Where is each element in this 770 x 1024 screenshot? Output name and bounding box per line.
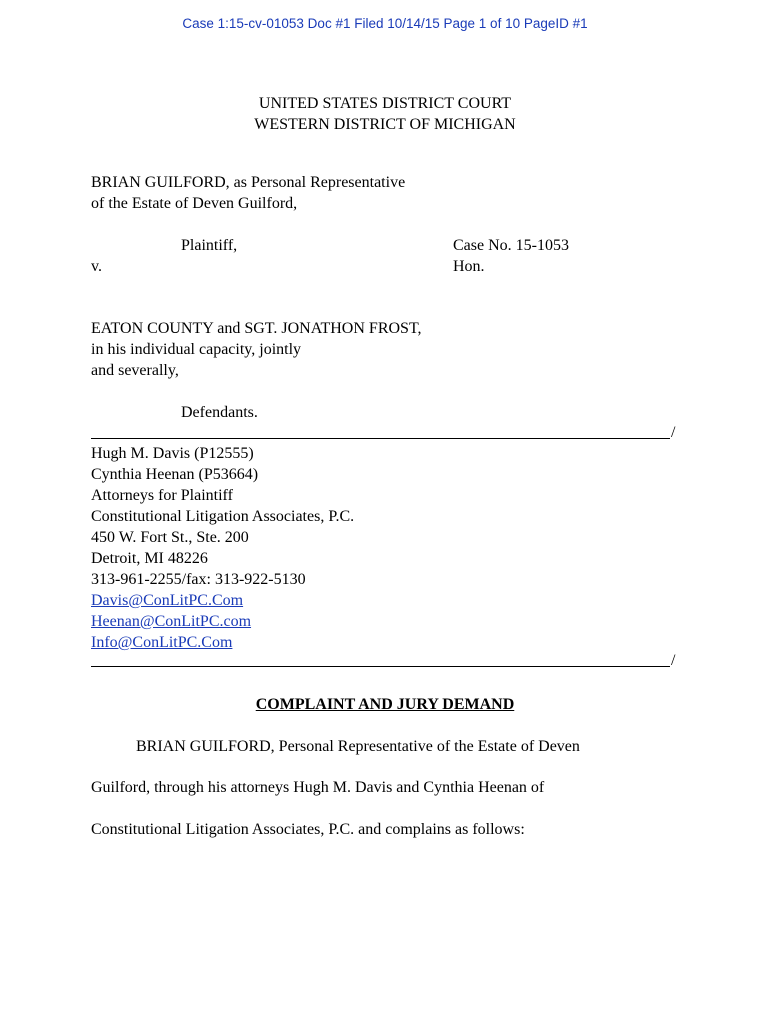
complaint-paragraph-line2: Guilford, through his attorneys Hugh M. Davis and Cynthia Heenan of [91, 779, 545, 796]
document-title: COMPLAINT AND JURY DEMAND [255, 696, 515, 713]
plaintiff-name: BRIAN GUILFORD, as Personal Representative [91, 174, 406, 191]
firm-address-street: 450 W. Fort St., Ste. 200 [91, 529, 249, 546]
versus-label: v. [91, 258, 102, 275]
case-number: Case No. 15-1053 [453, 237, 569, 254]
court-name: UNITED STATES DISTRICT COURT [258, 95, 512, 112]
judge-label: Hon. [453, 258, 485, 275]
court-district: WESTERN DISTRICT OF MICHIGAN [254, 116, 516, 133]
firm-address-city: Detroit, MI 48226 [91, 550, 208, 567]
attorney-role: Attorneys for Plaintiff [91, 487, 233, 504]
attorney-name-heenan: Cynthia Heenan (P53664) [91, 466, 259, 483]
case-stamp-header: Case 1:15-cv-01053 Doc #1 Filed 10/14/15 Page 1 of 10 PageID #1 [182, 16, 588, 31]
defendant-name: EATON COUNTY and SGT. JONATHON FROST, [91, 320, 422, 337]
caption-divider-bottom [91, 666, 670, 667]
caption-divider-slash-bottom: / [671, 652, 676, 669]
firm-phone-fax: 313-961-2255/fax: 313-922-5130 [91, 571, 306, 588]
attorney-name-davis: Hugh M. Davis (P12555) [91, 445, 254, 462]
email-link-heenan[interactable]: Heenan@ConLitPC.com [91, 613, 252, 630]
caption-divider-slash-top: / [671, 424, 676, 441]
complaint-paragraph-line3: Constitutional Litigation Associates, P.C. and complains as follows: [91, 821, 525, 838]
defendant-severally: and severally, [91, 362, 179, 379]
plaintiff-label: Plaintiff, [181, 237, 238, 254]
email-link-info[interactable]: Info@ConLitPC.Com [91, 634, 233, 651]
defendants-label: Defendants. [181, 404, 258, 421]
law-firm: Constitutional Litigation Associates, P.C. [91, 508, 355, 525]
defendant-capacity: in his individual capacity, jointly [91, 341, 302, 358]
plaintiff-estate: of the Estate of Deven Guilford, [91, 195, 298, 212]
caption-divider-top [91, 438, 670, 439]
complaint-paragraph-line1: BRIAN GUILFORD, Personal Representative of the Estate of Deven [136, 738, 580, 755]
email-link-davis[interactable]: Davis@ConLitPC.Com [91, 592, 244, 609]
